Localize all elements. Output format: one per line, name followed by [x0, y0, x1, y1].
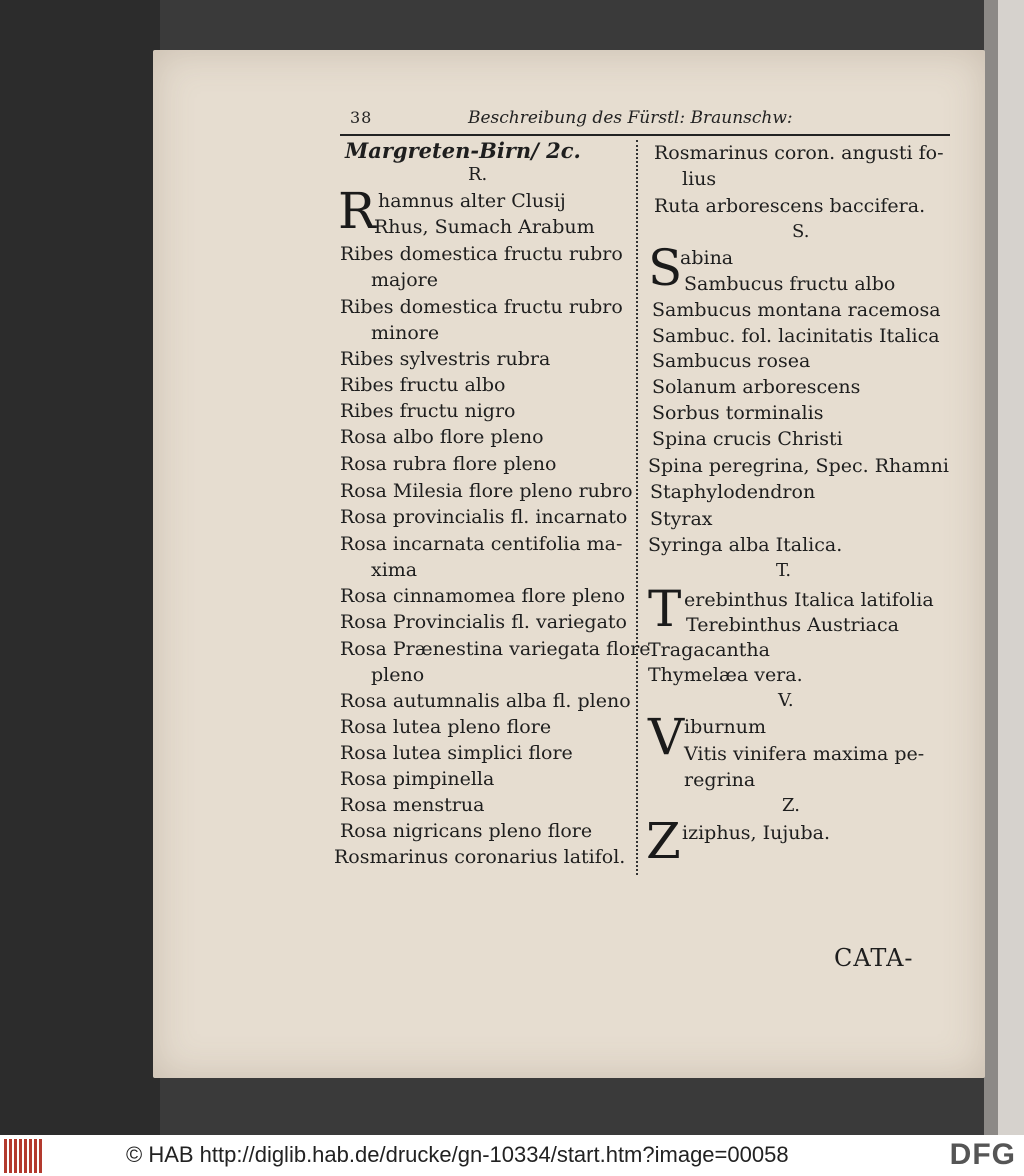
list-item: Ribes fructu albo: [340, 374, 506, 396]
list-item: Rosa autumnalis alba fl. pleno: [340, 690, 631, 712]
list-item: Rosa pimpinella: [340, 768, 495, 790]
initial-v: V: [648, 708, 685, 766]
list-item: Thymelæa vera.: [648, 664, 803, 686]
letter-heading-r: R.: [468, 164, 488, 185]
list-item: Sambucus fructu albo: [684, 273, 896, 295]
running-head: Beschreibung des Fürstl: Braunschw:: [468, 108, 793, 128]
list-item: Rosa albo flore pleno: [340, 426, 544, 448]
list-item: Solanum arborescens: [652, 376, 861, 398]
list-item: Ribes fructu nigro: [340, 400, 516, 422]
letter-heading-t: T.: [776, 560, 792, 581]
list-item: Terebinthus Austriaca: [686, 614, 899, 636]
list-item: abina: [680, 247, 734, 269]
column-divider: [636, 140, 640, 875]
initial-r: R: [338, 182, 376, 240]
scan-next-page-edge: [998, 0, 1024, 1135]
list-item: Rosa Prænestina variegata flore: [340, 638, 651, 660]
catchword: CATA-: [834, 944, 914, 972]
list-item: Spina crucis Christi: [652, 428, 843, 450]
folio-number: 38: [350, 108, 373, 127]
list-item: Syringa alba Italica.: [648, 534, 843, 556]
initial-z: Z: [646, 812, 681, 870]
list-item: Rosmarinus coronarius latifol.: [334, 846, 626, 868]
header-rule: [340, 134, 950, 136]
list-item: Rhus, Sumach Arabum: [374, 216, 595, 238]
list-item: Rosa Provincialis fl. variegato: [340, 611, 627, 633]
list-item: Rosa rubra flore pleno: [340, 453, 557, 475]
list-item: Rosa nigricans pleno flore: [340, 820, 593, 842]
initial-s: S: [648, 239, 683, 297]
list-item: pleno: [371, 664, 425, 686]
dfg-logo: DFG: [949, 1138, 1016, 1171]
list-item: iburnum: [684, 716, 767, 738]
list-item: hamnus alter Clusij: [378, 190, 566, 212]
page-header: [350, 108, 950, 136]
letter-heading-v: V.: [778, 690, 794, 711]
hab-logo-icon: [4, 1139, 44, 1173]
letter-heading-s: S.: [792, 221, 810, 242]
letter-heading-z: Z.: [782, 795, 800, 816]
list-item: Ribes domestica fructu rubro: [340, 296, 623, 318]
viewer-footer: [0, 1135, 1024, 1176]
list-item: Rosa cinnamomea flore pleno: [340, 585, 626, 607]
list-item: Vitis vinifera maxima pe-: [684, 743, 925, 765]
list-item: Rosa menstrua: [340, 794, 485, 816]
list-item: Ruta arborescens baccifera.: [654, 195, 926, 217]
list-item: Sambuc. fol. lacinitatis Italica: [652, 325, 940, 347]
list-item: Spina peregrina, Spec. Rhamni: [648, 455, 949, 477]
list-item: lius: [682, 168, 717, 190]
list-item: Styrax: [650, 508, 713, 530]
list-item: Rosa lutea pleno flore: [340, 716, 552, 738]
list-item: Sambucus rosea: [652, 350, 811, 372]
list-item: xima: [371, 559, 418, 581]
list-item: regrina: [684, 769, 756, 791]
list-item: erebinthus Italica latifolia: [684, 589, 934, 611]
list-item: iziphus, Iujuba.: [682, 822, 831, 844]
list-item: minore: [371, 322, 440, 344]
list-item: Rosa lutea simplici flore: [340, 742, 573, 764]
initial-t: T: [648, 580, 682, 638]
subheading: Margreten-Birn/ 2c.: [345, 138, 581, 163]
list-item: Ribes sylvestris rubra: [340, 348, 551, 370]
list-item: majore: [371, 269, 439, 291]
list-item: Rosa incarnata centifolia ma-: [340, 533, 623, 555]
list-item: Ribes domestica fructu rubro: [340, 243, 623, 265]
source-link[interactable]: © HAB http://diglib.hab.de/drucke/gn-10334/start.htm?image=00058: [126, 1142, 789, 1167]
list-item: Rosmarinus coron. angusti fo-: [654, 142, 944, 164]
list-item: Rosa Milesia flore pleno rubro: [340, 480, 633, 502]
list-item: Rosa provincialis fl. incarnato: [340, 506, 628, 528]
list-item: Staphylodendron: [650, 481, 816, 503]
list-item: Sorbus torminalis: [652, 402, 824, 424]
list-item: Sambucus montana racemosa: [652, 299, 941, 321]
list-item: Tragacantha: [648, 639, 770, 661]
scan-backdrop-left: [0, 0, 160, 1135]
